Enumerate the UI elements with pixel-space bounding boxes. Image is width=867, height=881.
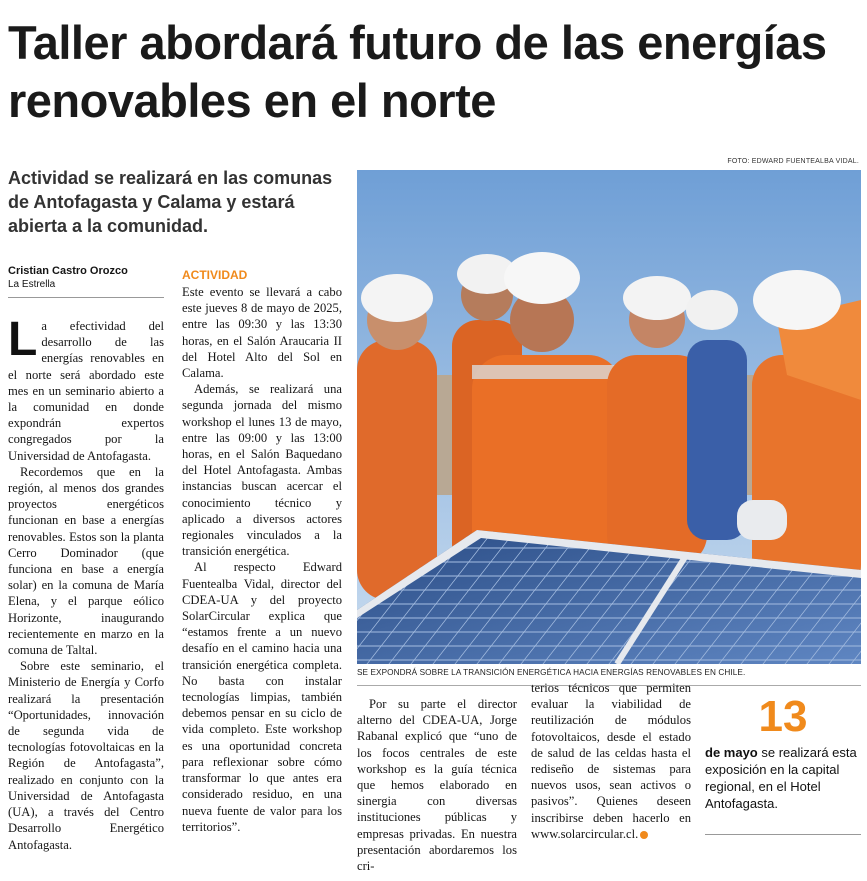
article-column-2 (182, 268, 342, 835)
stat-box (705, 690, 861, 835)
section-label: ACTIVIDAD (182, 268, 248, 282)
paragraph: Recordemos que en la región, al menos dos grandes proyectos energéticos funcionan en base a energías renovables. Estos son la planta Cerro Dominador (que funciona en base a energía solar) en la comuna de María Elena, y el parque eólico Horizonte, inaugurando recientemente en marzo en la comuna de Taltal. (8, 464, 164, 658)
paragraph: Al respecto Edward Fuentealba Vidal, director del CDEA-UA y del proyecto SolarCircular explica que “estamos frente a un nuevo desafío en el camino hacia una transición energética completa. No basta con instalar tecnologías limpias, también debemos pensar en su ciclo de vida completo. Este workshop es una oportunidad concreta para reflexionar sobre cómo transformar lo que antes era considerado residuo, en una nueva fuente de valor para los territorios”. (182, 560, 342, 834)
photo-caption: SE EXPONDRÁ SOBRE LA TRANSICIÓN ENERGÉTICA HACIA ENERGÍAS RENOVABLES EN CHILE. (357, 668, 861, 686)
byline-author: Cristian Castro Orozco (8, 265, 128, 277)
end-mark-icon (640, 831, 648, 839)
stat-number: 13 (758, 692, 808, 741)
paragraph: Este evento se llevará a cabo este jueves 8 de mayo de 2025, entre las 09:30 y las 13:30 horas, en el Salón Araucaria II del Hotel Alto del Sol en Calama. (182, 285, 342, 381)
article-column-1 (8, 313, 164, 853)
byline (8, 264, 164, 298)
paragraph: Sobre este seminario, el Ministerio de Energía y Corfo realizará la presentación “Oportunidades, innovación de segunda vida de tecnologías fotovoltaicas en la Región de Antofagasta”, realizado en conjunto con la Universidad de Antofagasta (UA), a través del Centro Desarrollo Energético Antofagasta. (8, 659, 164, 852)
byline-outlet: La Estrella (8, 279, 56, 290)
stat-bold: de mayo (705, 745, 758, 760)
paragraph: Además, se realizará una segunda jornada del mismo workshop el lunes 13 de mayo, entre las 09:00 y las 13:00 horas, en el Salón Baquedano del Hotel Antofagasta. Ambas instancias buscan acercar el conocimiento técnico y aplicado a diversos actores regionales vinculados a la transición energética. (182, 382, 342, 559)
article-column-4 (531, 680, 691, 842)
dropcap: L (8, 313, 38, 366)
stat-text: de mayo se realizará esta exposición en la capital regional, en el Hotel Antofagasta. (705, 745, 857, 811)
paragraph: La efectividad del desarrollo de las energías renovables en el norte será abordado este mes en un seminario abierto a la comunidad en donde expondrán expertos congregados por la Universidad de Antofagasta. (8, 313, 164, 463)
deck: Actividad se realizará en las comunas de Antofagasta y Calama y estará abierta a la comunidad. (8, 168, 333, 236)
headline: Taller abordará futuro de las energías renovables en el norte (8, 16, 827, 127)
photo-credit: FOTO: EDWARD FUENTEALBA VIDAL. (727, 158, 859, 165)
paragraph: terios técnicos que permiten evaluar la viabilidad de reutilización de módulos fotovoltaicos, desde el estado de salud de las celdas hasta el rediseño de sistemas para nuevos usos, sean activos o pasivos”. Quienes deseen inscribirse deben hacerlo en www.solarcircular.cl. (531, 681, 691, 841)
article-photo (357, 170, 861, 664)
paragraph: Por su parte el director alterno del CDEA-UA, Jorge Rabanal explicó que “uno de los focos centrales de este workshop es la guía técnica que hemos elaborado en sinergia con diversas instituciones públicas y empresas privadas. En nuestra presentación abordaremos los cri- (357, 697, 517, 874)
divider (705, 834, 861, 835)
article-column-3 (357, 696, 517, 874)
